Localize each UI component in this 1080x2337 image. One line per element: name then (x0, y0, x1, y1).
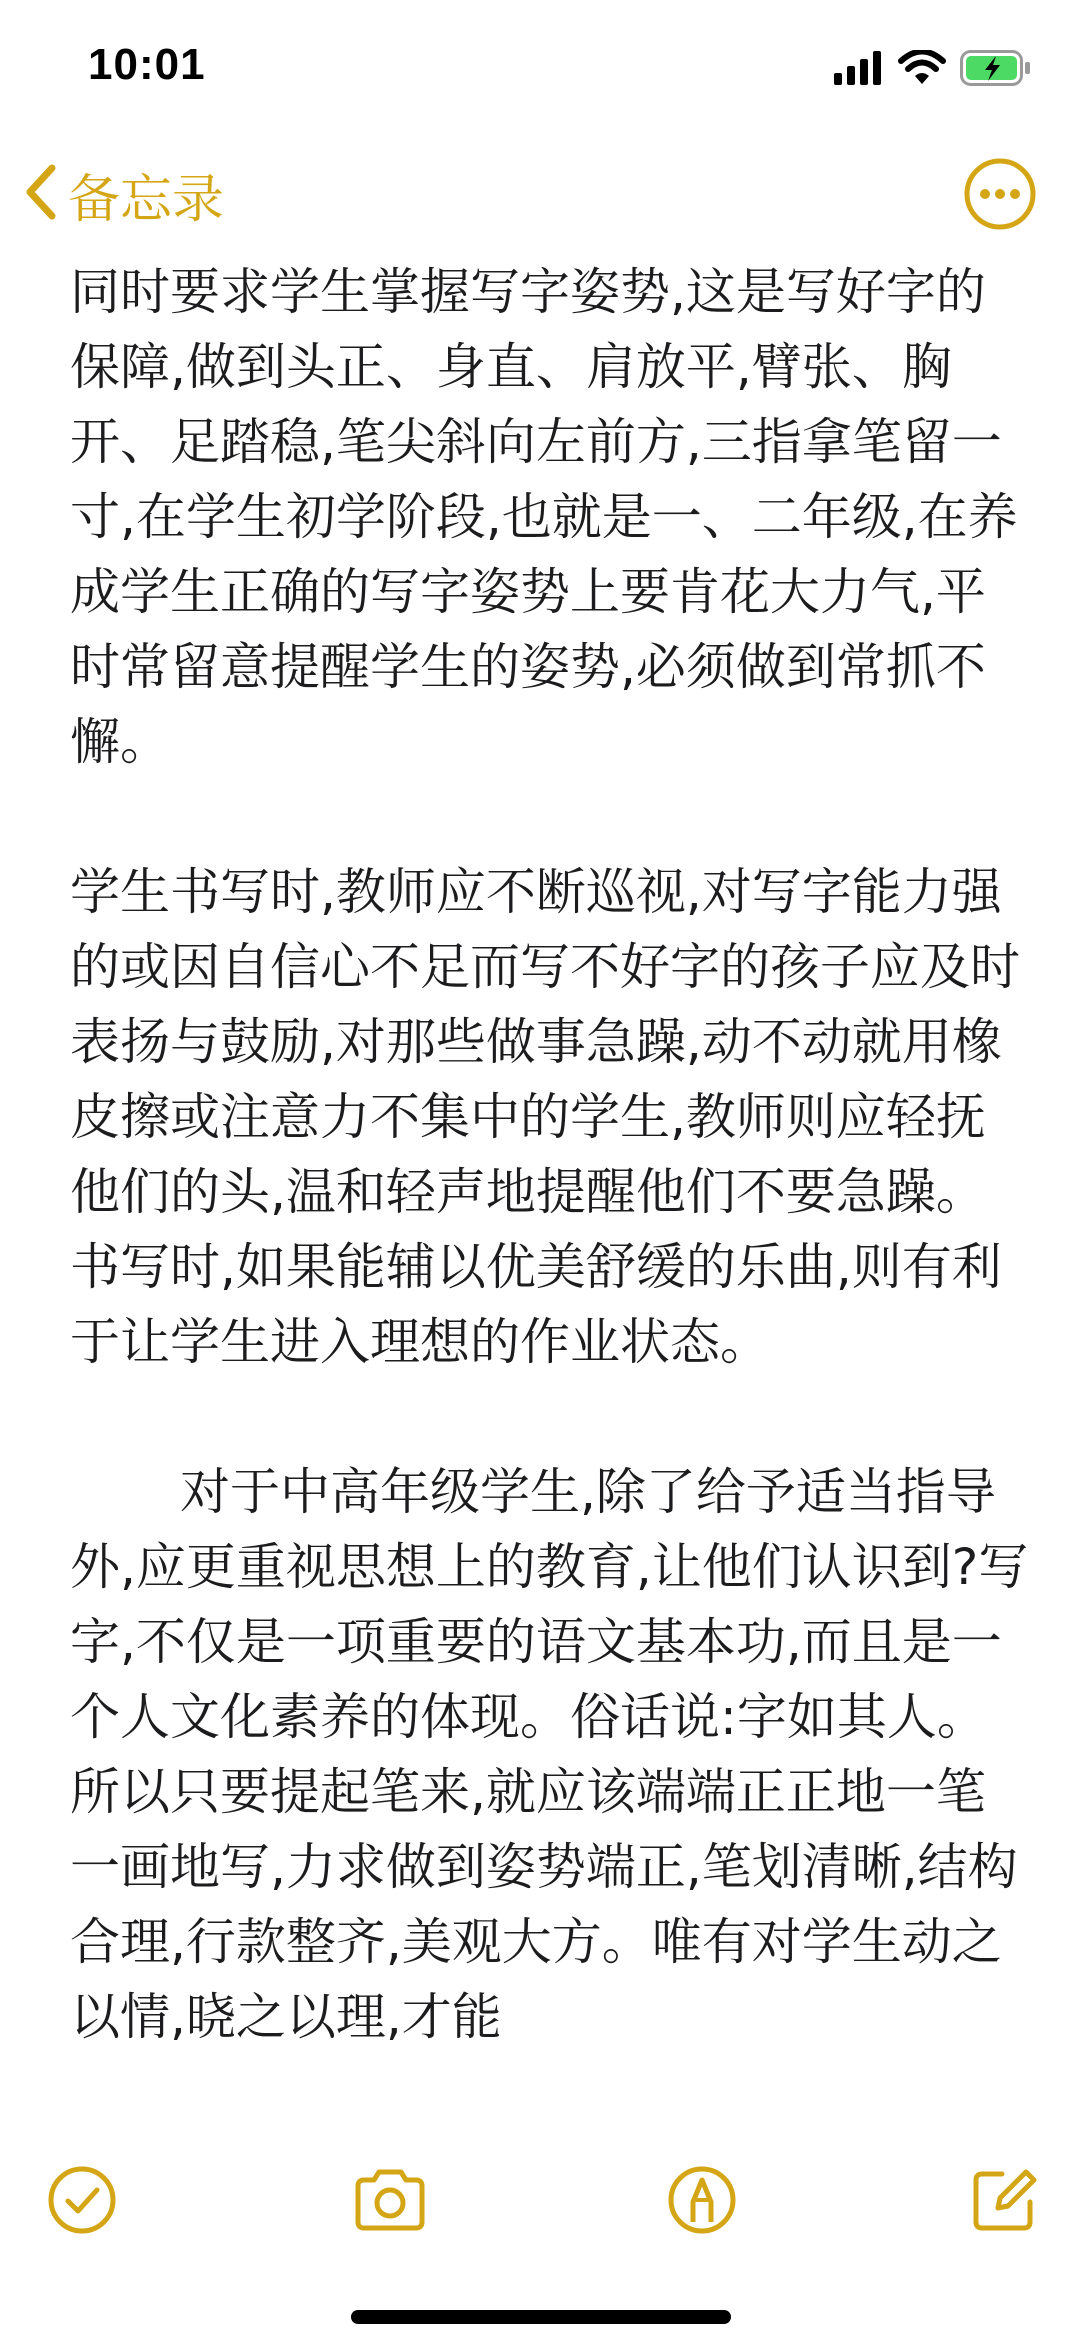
back-label: 备忘录 (68, 169, 225, 230)
ellipsis-circle-icon (960, 154, 1040, 234)
note-paragraph: 学生书写时,教师应不断巡视,对写字能力强的或因自信心不足而写不好字的孩子应及时表扬与鼓励,对那些做事急躁,动不动就用橡皮擦或注意力不集中的学生,教师则应轻抚他们的头,温和轻声地提醒他们不要急躁。书写时,如果能辅以优美舒缓的乐曲,则有利于让学生进入理想的作业状态。 (70, 863, 1020, 1371)
status-time: 10:01 (88, 40, 206, 89)
note-paragraph: 对于中高年级学生,除了给予适当指导外,应更重视思想上的教育,让他们认识到?写字,不仅是一项重要的语文基本功,而且是一个人文化素养的体现。俗话说:字如其人。所以只要提起笔来,就应该端端正正地一笔一画地写,力求做到姿势端正,笔划清晰,结构合理,行款整齐,美观大方。唯有对学生动之以情,晓之以理,才能 (70, 1463, 1029, 2046)
note-paragraph: 同时要求学生掌握写字姿势,这是写好字的保障,做到头正、身直、肩放平,臂张、胸开、足踏稳,笔尖斜向左前方,三指拿笔留一寸,在学生初学阶段,也就是一、二年级,在养成学生正确的写字姿势上要肯花大力气,平时常留意提醒学生的姿势,必须做到常抓不懈。 (70, 263, 1018, 771)
compose-icon (964, 2160, 1044, 2240)
checklist-button[interactable] (42, 2160, 122, 2240)
camera-button[interactable] (350, 2160, 430, 2240)
more-options-button[interactable] (960, 154, 1040, 234)
battery-charging-icon (960, 50, 1032, 90)
markup-pen-icon (662, 2160, 742, 2240)
chevron-left-icon (22, 162, 58, 226)
camera-icon (350, 2160, 430, 2240)
checklist-icon (42, 2160, 122, 2240)
cellular-signal-icon (834, 51, 884, 89)
back-button[interactable] (22, 158, 224, 230)
bottom-toolbar (0, 2140, 1080, 2250)
home-indicator (351, 2310, 731, 2324)
status-icons (834, 50, 1032, 90)
note-body[interactable] (70, 255, 1030, 2145)
compose-button[interactable] (964, 2160, 1044, 2240)
wifi-icon (898, 50, 946, 90)
status-bar (0, 0, 1080, 140)
markup-button[interactable] (662, 2160, 742, 2240)
nav-bar (0, 140, 1080, 250)
